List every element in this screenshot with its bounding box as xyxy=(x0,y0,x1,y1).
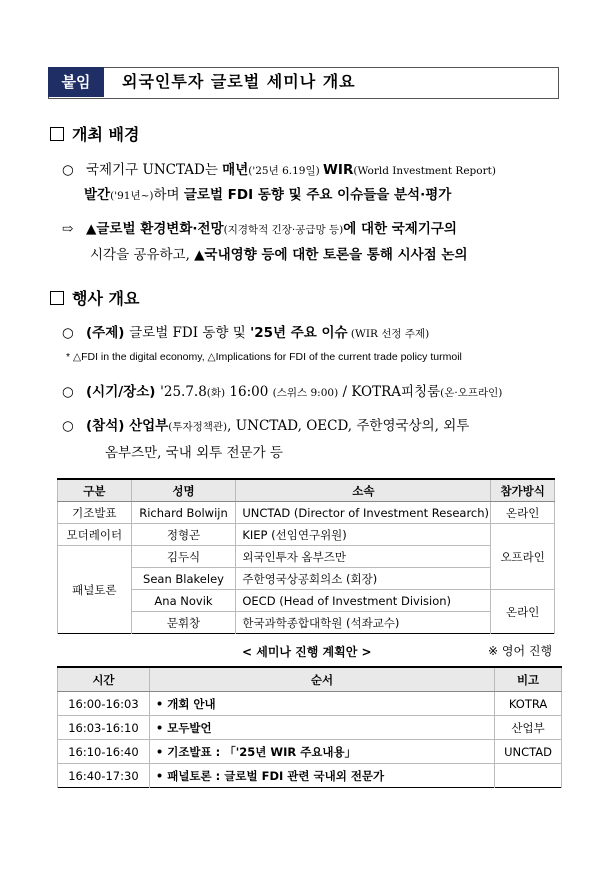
name-cell: Sean Blakeley xyxy=(131,568,236,590)
table-row xyxy=(58,502,555,524)
note-cell xyxy=(495,764,562,788)
note-cell: KOTRA xyxy=(495,692,562,716)
order-cell: • 모두발언 xyxy=(149,716,494,740)
table-row xyxy=(58,524,555,546)
mode-cell: 온라인 xyxy=(491,590,555,634)
affiliation-cell: 외국인투자 옴부즈만 xyxy=(236,546,491,568)
category-cell: 모더레이터 xyxy=(58,524,132,546)
affiliation-cell: 한국과학종합대학원 (석좌교수) xyxy=(236,612,491,634)
table-row xyxy=(58,568,555,590)
circle-bullet-icon: ○ xyxy=(62,418,74,434)
schedule-table xyxy=(57,666,562,788)
attachment-badge: 붙임 xyxy=(48,67,104,97)
background-bullet-line1: ○ 국제기구 UNCTAD는 매년('25년 6.19일) WIR(World Investment Report) xyxy=(62,162,496,178)
name-cell: Ana Novik xyxy=(131,590,236,612)
background-arrow-line1: ⇨ ▲글로벌 환경변화·전망(지경학적 긴장·공급망 등)에 대한 국제기구의 xyxy=(62,221,457,237)
overview-attendees-line2: 옴부즈만, 국내 외투 전문가 등 xyxy=(105,445,283,461)
table-row xyxy=(58,612,555,634)
participants-table xyxy=(57,478,555,634)
circle-bullet-icon: ○ xyxy=(62,325,74,341)
section-heading-overview: 행사 개요 xyxy=(50,286,139,309)
name-cell: 정형곤 xyxy=(131,524,236,546)
mode-cell: 온라인 xyxy=(491,502,555,524)
table-row xyxy=(58,740,562,764)
overview-theme-line: ○ (주제) 글로벌 FDI 동향 및 '25년 주요 이슈 (WIR 선정 주제) xyxy=(62,325,430,341)
circle-bullet-icon: ○ xyxy=(62,162,74,178)
header-time: 시간 xyxy=(58,667,150,692)
affiliation-cell: 주한영국상공회의소 (회장) xyxy=(236,568,491,590)
note-cell: 산업부 xyxy=(495,716,562,740)
overview-time-place-line: ○ (시기/장소) '25.7.8(화) 16:00 (스위스 9:00) / KOTRA피칭룸(온·오프라인) xyxy=(62,384,503,400)
order-cell: • 개회 안내 xyxy=(149,692,494,716)
affiliation-cell: UNCTAD (Director of Investment Research) xyxy=(236,502,491,524)
header-note: 비고 xyxy=(495,667,562,692)
header-order: 순서 xyxy=(149,667,494,692)
header-category: 구분 xyxy=(58,479,132,502)
time-cell: 16:03-16:10 xyxy=(58,716,150,740)
name-cell: 김두식 xyxy=(131,546,236,568)
table-header-row xyxy=(58,479,555,502)
overview-attendees-line1: ○ (참석) 산업부(투자정책관), UNCTAD, OECD, 주한영국상의, 외투 xyxy=(62,418,470,434)
time-cell: 16:00-16:03 xyxy=(58,692,150,716)
section-heading-background: 개최 배경 xyxy=(50,122,139,145)
schedule-caption: < 세미나 진행 계획안 > xyxy=(242,645,372,659)
name-cell: 문휘창 xyxy=(131,612,236,634)
order-cell: • 패널토론 : 글로벌 FDI 관련 국내외 전문가 xyxy=(149,764,494,788)
header-mode: 참가방식 xyxy=(491,479,555,502)
checkbox-square-icon xyxy=(50,291,64,305)
page-title: 외국인투자 글로벌 세미나 개요 xyxy=(122,72,356,91)
theme-footnote: * △FDI in the digital economy, △Implications for FDI of the current trade policy turmoil xyxy=(66,351,462,363)
checkbox-square-icon xyxy=(50,127,64,141)
background-bullet-line2: 발간('91년~)하며 글로벌 FDI 동향 및 주요 이슈들을 분석·평가 xyxy=(84,187,452,203)
arrow-right-icon: ⇨ xyxy=(62,221,74,237)
header-name: 성명 xyxy=(131,479,236,502)
table-row xyxy=(58,692,562,716)
table-header-row xyxy=(58,667,562,692)
header-affiliation: 소속 xyxy=(236,479,491,502)
name-cell: Richard Bolwijn xyxy=(131,502,236,524)
time-cell: 16:10-16:40 xyxy=(58,740,150,764)
order-cell: • 기조발표 : 「'25년 WIR 주요내용」 xyxy=(149,740,494,764)
note-cell: UNCTAD xyxy=(495,740,562,764)
circle-bullet-icon: ○ xyxy=(62,384,74,400)
table-row xyxy=(58,764,562,788)
table-row xyxy=(58,716,562,740)
affiliation-cell: KIEP (선임연구위원) xyxy=(236,524,491,546)
table-row xyxy=(58,546,555,568)
affiliation-cell: OECD (Head of Investment Division) xyxy=(236,590,491,612)
language-note: ※ 영어 진행 xyxy=(488,644,553,658)
category-cell: 기조발표 xyxy=(58,502,132,524)
time-cell: 16:40-17:30 xyxy=(58,764,150,788)
table-row xyxy=(58,590,555,612)
category-cell: 패널토론 xyxy=(58,546,132,634)
mode-cell: 오프라인 xyxy=(491,524,555,590)
background-arrow-line2: 시각을 공유하고, ▲국내영향 등에 대한 토론을 통해 시사점 논의 xyxy=(90,247,468,263)
